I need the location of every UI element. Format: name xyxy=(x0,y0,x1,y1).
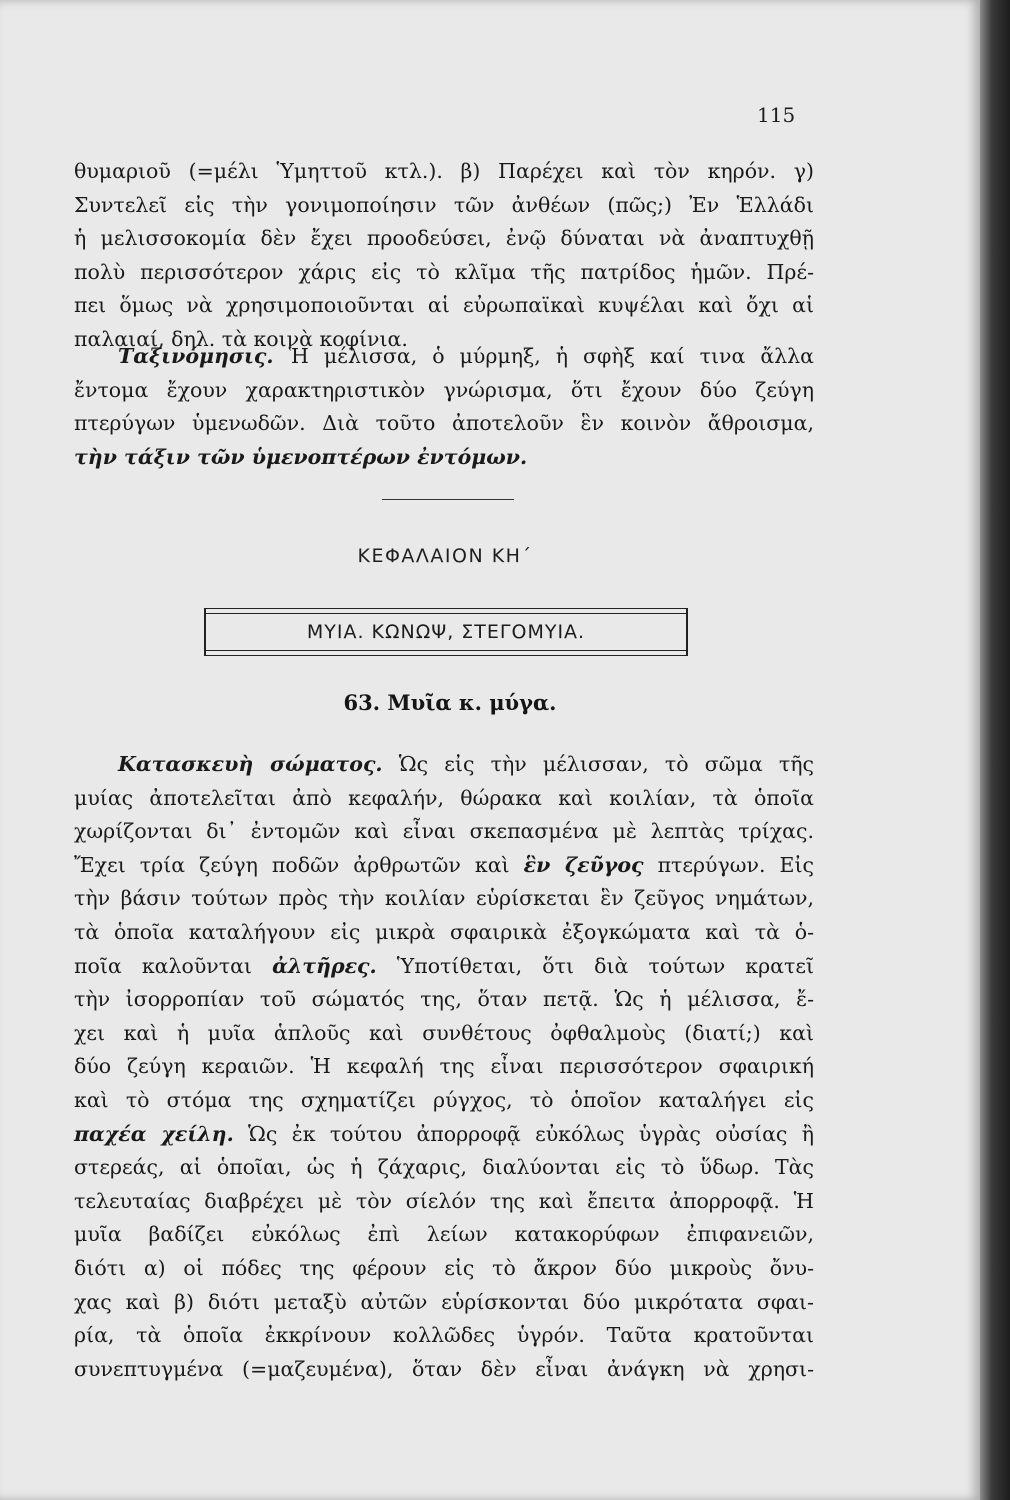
chapter-title-box xyxy=(204,608,688,656)
page-number: 115 xyxy=(757,103,796,127)
term-halteres: ἀλτῆρες. xyxy=(272,953,377,978)
text-line: ρία, τὰ ὁποῖα ἐκκρίνουν κολλῶδες ὑγρόν. Ταῦτα κρατοῦνται xyxy=(74,1323,814,1348)
text-line: μυίας ἀποτελεῖται ἀπὸ κεφαλήν, θώρακα καὶ κοιλίαν, τὰ ὁποῖα xyxy=(74,785,814,810)
term-classification: Ταξινόμησις. xyxy=(118,344,274,368)
text-span: ποῖα καλοῦνται xyxy=(74,953,273,978)
text-line: πει ὅμως νὰ χρησιμοποιοῦνται αἱ εὐρωπαϊκαὶ κυψέλαι καὶ ὄχι αἱ xyxy=(74,293,814,318)
text-line xyxy=(74,441,814,475)
term-thick-lips: παχέα χείλη. xyxy=(74,1121,234,1146)
text-line: Συντελεῖ εἰς τὴν γονιμοποίησιν τῶν ἀνθέων (πῶς;) Ἐν Ἑλλάδι xyxy=(74,192,814,217)
book-spine-edge xyxy=(980,0,1010,1500)
paragraph-body-structure xyxy=(74,748,814,1386)
text-line: καὶ τὸ στόμα της σχηματίζει ρύγχος, τὸ ὁποῖον καταλήγει εἰς xyxy=(74,1087,814,1112)
text-line: τελευταίας διαβρέχει μὲ τὸν σίελόν της καὶ ἔπειτα ἀπορροφᾷ. Ἡ xyxy=(74,1188,814,1213)
chapter-heading: ΚΕΦΑΛΑΙΟΝ ΚΗ΄ xyxy=(357,545,533,567)
paragraph-classification xyxy=(74,340,814,474)
text-span: Ὡς εἰς τὴν μέλισσαν, τὸ σῶμα τῆς xyxy=(382,752,814,776)
text-line: πολὺ περισσότερον χάρις εἰς τὸ κλῖμα τῆς πατρίδος ἡμῶν. Πρέ- xyxy=(74,259,814,284)
text-line: χωρίζονται δι᾽ ἐντομῶν καὶ εἶναι σκεπασμένα μὲ λεπτὰς τρίχας. xyxy=(74,819,814,844)
term-body-structure: Κατασκευὴ σώματος. xyxy=(118,752,383,776)
text-line: μυῖα βαδίζει εὐκόλως ἐπὶ λείων κατακορύφων ἐπιφανειῶν, xyxy=(74,1222,814,1247)
text-line xyxy=(74,748,814,782)
section-heading: 63. Μυῖα κ. μύγα. xyxy=(343,690,557,715)
text-line xyxy=(74,849,814,883)
text-line xyxy=(74,340,814,374)
text-line: θυμαριοῦ (=μέλι Ὑμηττοῦ κτλ.). β) Παρέχει καὶ τὸν κηρόν. γ) xyxy=(74,159,814,183)
text-span: πτερύγων. Εἰς xyxy=(643,852,815,877)
paragraph-beekeeping xyxy=(74,155,814,357)
text-line: πτερύγων ὑμενωδῶν. Διὰ τοῦτο ἀποτελοῦν ἓν κοινὸν ἄθροισμα, xyxy=(74,411,814,436)
section-divider xyxy=(382,499,514,500)
text-line: χει καὶ ἡ μυῖα ἁπλοῦς καὶ συνθέτους ὀφθαλμοὺς (διατί;) καὶ xyxy=(74,1020,814,1045)
text-line: τὴν βάσιν τούτων πρὸς τὴν κοιλίαν εὑρίσκεται ἓν ζεῦγος νημάτων, xyxy=(74,886,814,911)
text-line: τὴν ἰσορροπίαν τοῦ σώματός της, ὅταν πετᾷ. Ὡς ἡ μέλισσα, ἔ- xyxy=(74,987,814,1012)
text-line xyxy=(74,950,814,984)
term-one-pair: ἓν ζεῦγος xyxy=(523,852,644,877)
text-line: ἔντομα ἔχουν χαρακτηριστικὸν γνώρισμα, ὅτι ἔχουν δύο ζεύγη xyxy=(74,377,814,402)
text-span: Ὑποτίθεται, ὅτι διὰ τούτων κρατεῖ xyxy=(376,953,814,978)
text-span: Ἔχει τρία ζεύγη ποδῶν ἀρθρωτῶν καὶ xyxy=(74,852,524,877)
text-line: τὰ ὁποῖα καταλήγουν εἰς μικρὰ σφαιρικὰ ἐξογκώματα καὶ τὰ ὁ- xyxy=(74,919,814,944)
text-line: χας καὶ β) διότι μεταξὺ αὐτῶν εὑρίσκονται δύο μικρότατα σφαι- xyxy=(74,1289,814,1314)
chapter-title: ΜΥΙΑ. ΚΩΝΩΨ, ΣΤΕΓΟΜΥΙΑ. xyxy=(306,621,586,643)
text-line xyxy=(74,1118,814,1152)
text-span: Ὡς ἐκ τούτου ἀπορροφᾷ εὐκόλως ὑγρὰς οὐσίας ἢ xyxy=(233,1121,814,1146)
text-line: δύο ζεύγη κεραιῶν. Ἡ κεφαλή της εἶναι περισσότερον σφαιρική xyxy=(74,1054,814,1079)
text-line: ἡ μελισσοκομία δὲν ἔχει προοδεύσει, ἐνῷ δύναται νὰ ἀναπτυχθῇ xyxy=(74,226,814,251)
text-line: διότι α) οἱ πόδες της φέρουν εἰς τὸ ἄκρον δύο μικροὺς ὄνυ- xyxy=(74,1255,814,1280)
text-span: Ἡ μέλισσα, ὁ μύρμηξ, ἡ σφὴξ καί τινα ἄλλα xyxy=(273,344,814,368)
text-line: παλαιαί, δηλ. τὰ κοινὰ κοφίνια. xyxy=(74,326,408,351)
term-hymenoptera: τὴν τάξιν τῶν ὑμενοπτέρων ἐντόμων. xyxy=(74,444,528,469)
text-line: στερεάς, αἱ ὁποῖαι, ὡς ἡ ζάχαρις, διαλύονται εἰς τὸ ὕδωρ. Τὰς xyxy=(74,1155,814,1180)
text-line: συνεπτυγμένα (=μαζευμένα), ὅταν δὲν εἶναι ἀνάγκη νὰ χρησι- xyxy=(74,1356,814,1381)
